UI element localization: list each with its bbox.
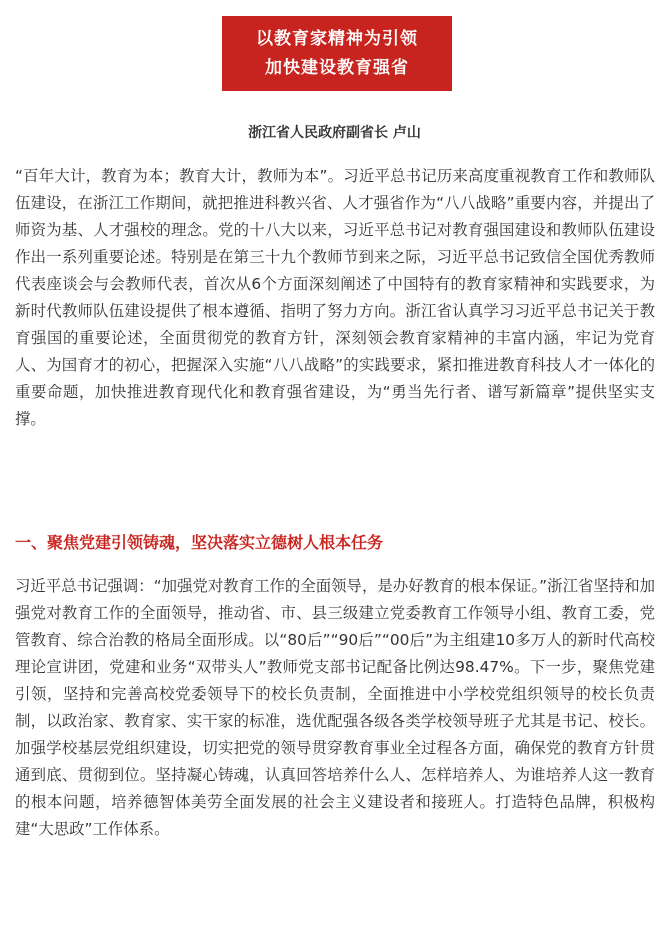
title-line-2: 加快建设教育强省 <box>265 57 409 78</box>
intro-paragraph: “百年大计，教育为本；教育大计，教师为本”。习近平总书记历来高度重视教育工作和教师队伍建设，在浙江工作期间，就把推进科教兴省、人才强省作为“八八战略”重要内容，并提出了师资为基、人才强校的理念。党的十八大以来，习近平总书记对教育强国建设和教师队伍建设作出一系列重要论述。特别是在第三十九个教师节到来之际，习近平总书记致信全国优秀教师代表座谈会与会教师代表，首次从6个方面深刻阐述了中国特有的教育家精神和实践要求，为新时代教师队伍建设提供了根本遵循、指明了努力方向。浙江省认真学习习近平总书记关于教育强国的重要论述，全面贯彻党的教育方针，深刻领会教育家精神的丰富内涵，牢记为党育人、为国育才的初心，把握深入实施“八八战略”的实践要求，紧扣推进教育科技人才一体化的重要命题，加快推进教育现代化和教育强省建设，为“勇当先行者、谱写新篇章”提供坚实支撑。 <box>15 167 655 428</box>
article-title-banner <box>222 16 452 91</box>
author-byline: 浙江省人民政府副省长 卢山 <box>248 125 421 141</box>
section-heading: 一、聚焦党建引领铸魂，坚决落实立德树人根本任务 <box>15 533 384 552</box>
title-line-1: 以教育家精神为引领 <box>256 28 418 49</box>
section-paragraph: 习近平总书记强调：“加强党对教育工作的全面领导，是办好教育的根本保证。”浙江省坚持和加强党对教育工作的全面领导，推动省、市、县三级建立党委教育工作领导小组、教育工委，党管教育、综合治教的格局全面形成。以“80后”“90后”“00后”为主组建10多万人的新时代高校理论宣讲团，党建和业务“双带头人”教师党支部书记配备比例达98.47%。下一步，聚焦党建引领，坚持和完善高校党委领导下的校长负责制，全面推进中小学校党组织领导的校长负责制，以政治家、教育家、实干家的标准，选优配强各级各类学校领导班子尤其是书记、校长。加强学校基层党组织建设，切实把党的领导贯穿教育事业全过程各方面，确保党的教育方针贯通到底、贯彻到位。坚持凝心铸魂，认真回答培养什么人、怎样培养人、为谁培养人这一教育的根本问题，培养德智体美劳全面发展的社会主义建设者和接班人。打造特色品牌，积极构建“大思政”工作体系。 <box>15 577 655 838</box>
